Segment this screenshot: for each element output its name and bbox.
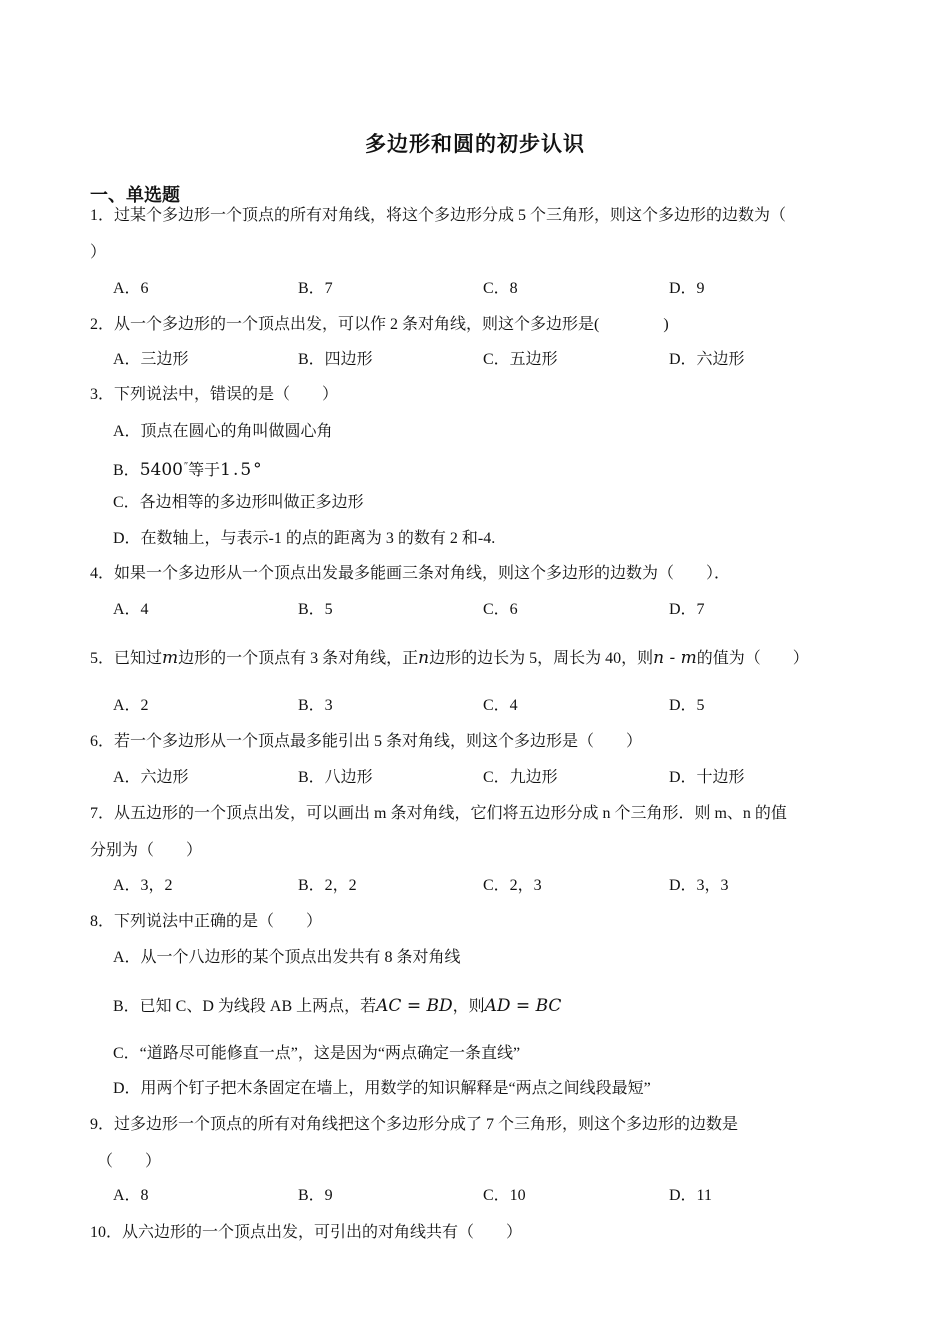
q5-var-m: m xyxy=(162,648,179,668)
q9-option-b: B．9 xyxy=(298,1187,333,1204)
q3-option-c: C．各边相等的多边形叫做正多边形 xyxy=(113,494,364,511)
q5-var-n: n xyxy=(418,648,430,668)
q7-option-d: D．3，3 xyxy=(669,877,729,894)
q5-text-3: 边形的边长为 5，周长为 40，则 xyxy=(429,650,654,667)
q5-text-4: 的值为（ ） xyxy=(696,650,809,667)
q1-option-d: D．9 xyxy=(669,280,705,297)
q8-option-d: D．用两个钉子把木条固定在墙上，用数学的知识解释是“两点之间线段最短” xyxy=(113,1080,651,1097)
q8-option-b-label: B．已知 C、D 为线段 AB 上两点，若 xyxy=(113,998,377,1015)
q2-option-c: C．五边形 xyxy=(483,351,558,368)
q5-option-b: B．3 xyxy=(298,697,333,714)
q3-option-b xyxy=(113,456,264,482)
q6-option-d: D．十边形 xyxy=(669,769,745,786)
q3-option-b-unit: ″ xyxy=(183,461,189,472)
q3-option-b-value: 5400 xyxy=(139,460,183,480)
q9-option-a: A．8 xyxy=(113,1187,149,1204)
section-heading: 一、单选题 xyxy=(90,185,180,205)
q8-option-b-middle: ，则 xyxy=(452,998,485,1015)
question-1-continued: ） xyxy=(90,244,107,261)
q2-option-d: D．六边形 xyxy=(669,351,745,368)
q6-option-a: A．六边形 xyxy=(113,769,189,786)
q5-option-d: D．5 xyxy=(669,697,705,714)
q6-option-b: B．八边形 xyxy=(298,769,373,786)
q5-option-a: A．2 xyxy=(113,697,149,714)
q8-option-b xyxy=(113,995,561,1018)
q4-option-d: D．7 xyxy=(669,601,705,618)
q5-text-1: 5．已知过 xyxy=(90,650,163,667)
q9-option-c: C．10 xyxy=(483,1187,526,1204)
q5-expr: n - m xyxy=(653,648,697,668)
q1-option-a: A．6 xyxy=(113,280,149,297)
q8-option-c: C．“道路尽可能修直一点”，这是因为“两点确定一条直线” xyxy=(113,1045,521,1062)
question-10: 10．从六边形的一个顶点出发，可引出的对角线共有（ ） xyxy=(90,1224,523,1241)
question-3: 3．下列说法中，错误的是（ ） xyxy=(90,386,339,403)
q8-option-b-eq1: AC = BD xyxy=(376,996,453,1016)
question-2: 2．从一个多边形的一个顶点出发，可以作 2 条对角线，则这个多边形是( ) xyxy=(90,316,669,333)
q4-option-a: A．4 xyxy=(113,601,149,618)
q3-option-a: A．顶点在圆心的角叫做圆心角 xyxy=(113,423,333,440)
q2-option-b: B．四边形 xyxy=(298,351,373,368)
question-1: 1．过某个多边形一个顶点的所有对角线，将这个多边形分成 5 个三角形，则这个多边形的边数为（ xyxy=(90,207,787,224)
q3-option-d: D．在数轴上，与表示-1 的点的距离为 3 的数有 2 和-4. xyxy=(113,530,496,547)
q8-option-b-eq2: AD = BC xyxy=(484,996,562,1016)
document-title: 多边形和圆的初步认识 xyxy=(365,133,585,156)
q1-option-c: C．8 xyxy=(483,280,518,297)
q5-text-2: 边形的一个顶点有 3 条对角线，正 xyxy=(178,650,419,667)
q6-option-c: C．九边形 xyxy=(483,769,558,786)
q7-option-a: A．3，2 xyxy=(113,877,173,894)
question-8: 8．下列说法中正确的是（ ） xyxy=(90,913,323,930)
question-9: 9．过多边形一个顶点的所有对角线把这个多边形分成了 7 个三角形，则这个多边形的边数是 xyxy=(90,1116,739,1133)
q4-option-b: B．5 xyxy=(298,601,333,618)
q3-option-b-middle: 等于 xyxy=(188,462,221,479)
question-5 xyxy=(90,647,860,670)
q4-option-c: C．6 xyxy=(483,601,518,618)
q5-option-c: C．4 xyxy=(483,697,518,714)
question-7-continued: 分别为（ ） xyxy=(90,842,203,859)
question-7: 7．从五边形的一个顶点出发，可以画出 m 条对角线，它们将五边形分成 n 个三角形．则 m、n 的值 xyxy=(90,805,787,822)
q1-option-b: B．7 xyxy=(298,280,333,297)
q3-option-b-result: 1.5° xyxy=(220,460,264,480)
q7-option-c: C．2，3 xyxy=(483,877,542,894)
q2-option-a: A．三边形 xyxy=(113,351,189,368)
q7-option-b: B．2，2 xyxy=(298,877,357,894)
question-9-continued: （ ） xyxy=(97,1153,162,1170)
q3-option-b-label: B． xyxy=(113,462,140,479)
q8-option-a: A．从一个八边形的某个顶点出发共有 8 条对角线 xyxy=(113,949,461,966)
q9-option-d: D．11 xyxy=(669,1187,712,1204)
question-6: 6．若一个多边形从一个顶点最多能引出 5 条对角线，则这个多边形是（ ） xyxy=(90,733,643,750)
question-4: 4．如果一个多边形从一个顶点出发最多能画三条对角线，则这个多边形的边数为（ ）． xyxy=(90,565,731,582)
